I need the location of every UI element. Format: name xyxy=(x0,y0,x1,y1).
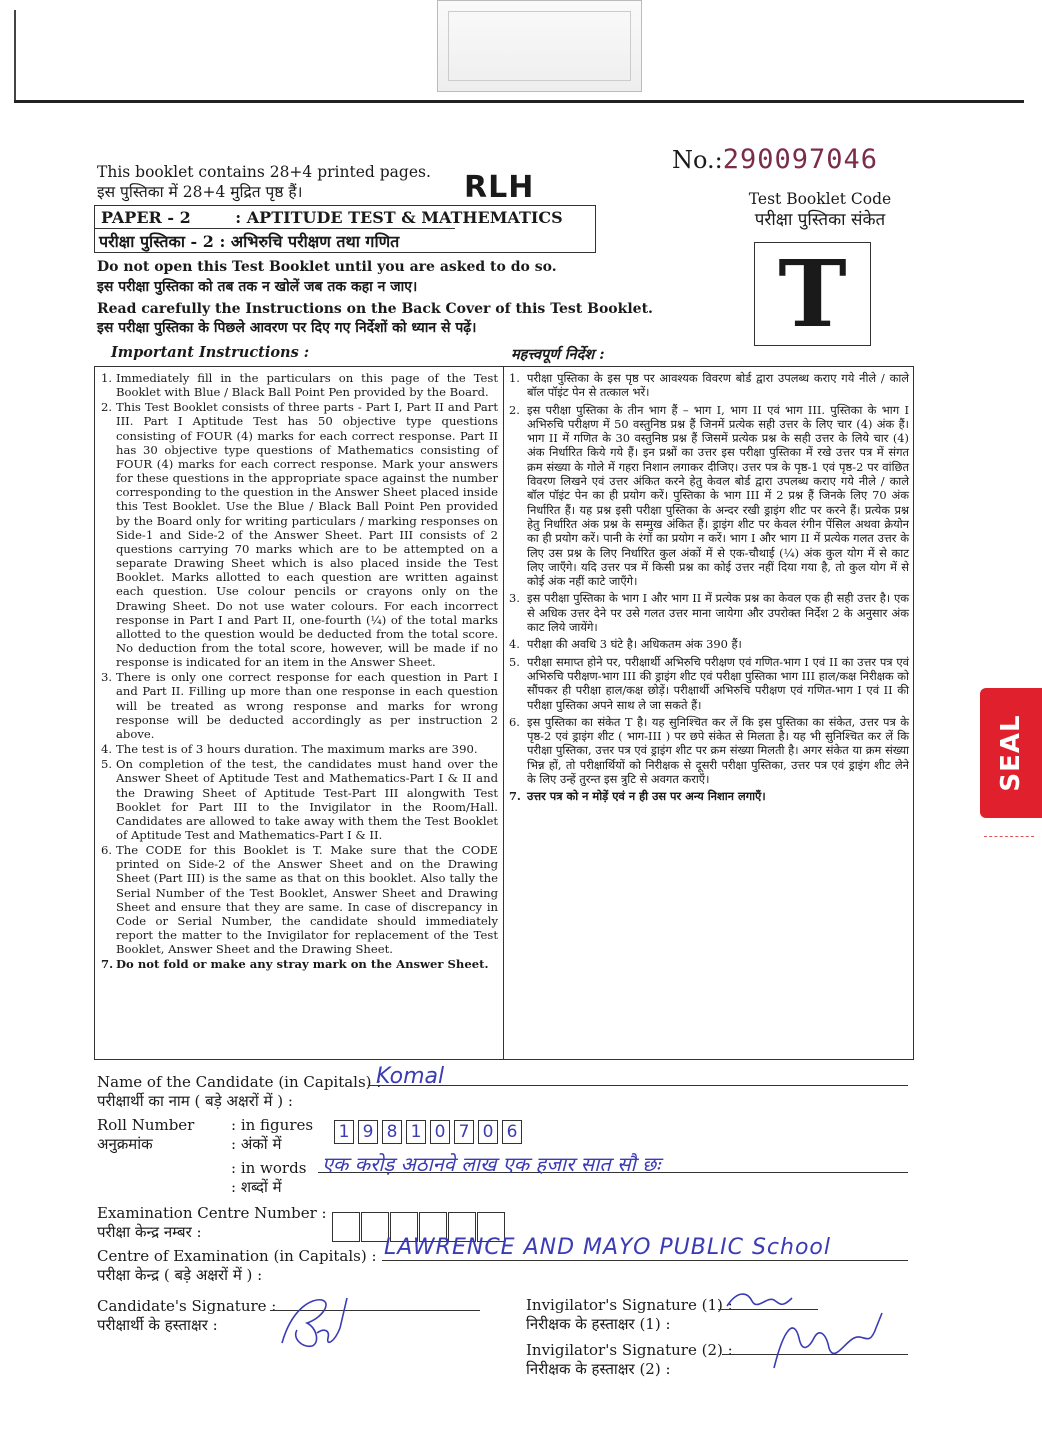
scan-edge xyxy=(14,10,16,100)
warning-open-hi: इस परीक्षा पुस्तिका को तब तक न खोलें जब तक कहा न जाए। xyxy=(97,279,418,295)
page-count: This booklet contains 28+4 printed pages. इस पुस्तिका में 28+4 मुद्रित पृष्ठ हैं। xyxy=(97,163,431,201)
roll-digit: 6 xyxy=(506,1122,518,1142)
centre-name[interactable]: LAWRENCE AND MAYO PUBLIC School xyxy=(384,1235,832,1260)
candidate-name[interactable]: Komal xyxy=(376,1064,445,1089)
roll-digit: 9 xyxy=(362,1122,374,1142)
instruction-item: 2. इस परीक्षा पुस्तिका के तीन भाग हैं – भाग I, भाग II एवं भाग III. पुस्तिका के भाग I अभिरुचि परीक्षण में 50 वस्तुनिष्ठ प्रश्न हैं जिनमें प्रत्येक सही उत्तर के लिए चार (4) अंक हैं। भाग II में गणित के 30 वस्तुनिष्ठ प्रश्न हैं जिसमें प्रत्येक प्रश्न के सही उत्तर के लिये चार (4) अंक निर्धारित किये गये हैं। इन प्रश्नों का उत्तर इस परीक्षा पुस्तिका में रखे उत्तर पत्र में संगत क्रम संख्या के गोले में गहरा निशान लगाकर दीजिए। उत्तर पत्र के पृष्ठ-1 एवं पृष्ठ-2 पर वांछित विवरण लिखने एवं उत्तर अंकित करने हेतु केवल बोर्ड द्वारा उपलब्ध कराए गये नीले / काले बॉल पॉइंट पेन का ही प्रयोग करें। पुस्तिका के भाग III में 2 प्रश्न हैं जिनके लिए 70 अंक निर्धारित हैं। यह प्रश्न इसी परीक्षा पुस्तिका के अन्दर रखी ड्राइंग शीट पर करने हैं। प्रत्येक प्रश्न हेतु निर्धारित अंक प्रश्न के सम्मुख अंकित हैं। ड्राइंग शीट पर केवल रंगीन पेंसिल अथवा क्रेयोन का ही प्रयोग करें। पानी के रंगों का प्रयोग न करें। भाग I और भाग II में प्रत्येक गलत उत्तर के लिए उस प्रश्न के लिए निर्धारित कुल अंकों में से एक-चौथाई (¼) अंक कुल योग में से काट लिए जाएँगे। यदि उत्तर पत्र में किसी प्रश्न का कोई उत्तर नहीं दिया गया है, तो कुल योग में से कोई अंक नहीं काटे जाएँगे। xyxy=(509,402,909,589)
roll-digit: 8 xyxy=(386,1122,398,1142)
paper-title-hi: परीक्षा पुस्तिका - 2 : अभिरुचि परीक्षण तथा गणित xyxy=(99,232,400,251)
instruction-item: 6. The CODE for this Booklet is T. Make sure that the CODE printed on Side-2 of the Answer Sheet and on the Drawing Sheet (Part III) is the same as that on this booklet. Also tally the Serial Number of the Test Booklet, Answer Sheet and Drawing Sheet and ensure that they are same. In case of discrepancy in Code or Serial Number, the candidate should immediately report the matter to the Invigilator for replacement of the Test Booklet, Answer Sheet and the Drawing Sheet. xyxy=(101,843,498,957)
paper-title-box xyxy=(94,205,596,253)
scan-background xyxy=(0,0,1042,118)
roll-figures-label: : in figures : अंकों में xyxy=(231,1116,314,1153)
instruction-item: 1. Immediately fill in the particulars on this page of the Test Booklet with Blue / Black Ball Point Pen provided by the Board. xyxy=(101,371,498,400)
instructions-heading-hi: महत्त्वपूर्ण निर्देश : xyxy=(511,346,605,363)
candidate-signature-label: Candidate's Signature : परीक्षार्थी के हस्ताक्षर : xyxy=(97,1297,277,1334)
booklet-code-box: T xyxy=(754,242,871,346)
warning-open-en: Do not open this Test Booklet until you are asked to do so. xyxy=(97,259,557,275)
instruction-item: 1. परीक्षा पुस्तिका के इस पृष्ठ पर आवश्यक विवरण बोर्ड द्वारा उपलब्ध कराए गये नीले / काले बॉल पॉइंट पेन से तत्काल भरें। xyxy=(509,371,909,400)
instruction-item: 7. उत्तर पत्र को न मोड़ें एवं न ही उस पर अन्य निशान लगाएँ। xyxy=(509,789,766,804)
instruction-item: 5. On completion of the test, the candidates must hand over the Answer Sheet of Aptitude Test and Mathematics-Part I & II and the Drawing Sheet of Aptitude Test-Part III alongwith Test Booklet for Part III to the Invigilator in the Room/Hall. Candidates are allowed to take away with them the Test Booklet of Aptitude Test and Mathematics-Part I & II. xyxy=(101,757,498,842)
instruction-item: 3. There is only one correct response for each question in Part I and Part II. Filling up more than one response in each question will be treated as wrong response and marks for wrong response will be deducted accordingly as per instruction 2 above. xyxy=(101,670,498,741)
invigilator-2-signature[interactable] xyxy=(764,1308,894,1378)
name-line xyxy=(368,1085,908,1086)
booklet-cover xyxy=(0,118,1042,1445)
instruction-item: 4. The test is of 3 hours duration. The maximum marks are 390. xyxy=(101,742,478,757)
divider xyxy=(95,228,455,229)
invigilator-1-label: Invigilator's Signature (1) : निरीक्षक के हस्ताक्षर (1) : xyxy=(526,1296,733,1333)
name-label: Name of the Candidate (in Capitals) : परीक्षार्थी का नाम ( बड़े अक्षरों में ) : xyxy=(97,1073,382,1110)
candidate-signature[interactable] xyxy=(262,1288,372,1358)
seal-cut-line xyxy=(984,836,1034,837)
roll-digit: 1 xyxy=(338,1122,350,1142)
centre-digit-box[interactable] xyxy=(332,1212,360,1242)
instruction-item: 5. परीक्षा समाप्त होने पर, परीक्षार्थी अभिरुचि परीक्षण एवं गणित-भाग I एवं II का उत्तर पत्र एवं अभिरुचि परीक्षण-भाग III की ड्राइंग शीट एवं परीक्षा पुस्तिका भाग III हाल/कक्ष निरीक्षक को सौंपकर ही परीक्षा हाल/कक्ष छोड़ें। परीक्षार्थी अभिरुचि परीक्षण एवं गणित-भाग I एवं II की परीक्षा पुस्तिका अपने साथ ले जा सकते हैं। xyxy=(509,654,909,712)
warning-read-hi: इस परीक्षा पुस्तिका के पिछले आवरण पर दिए गए निर्देशों को ध्यान से पढ़ें। xyxy=(97,320,477,336)
instructions-heading-en: Important Instructions : xyxy=(111,344,310,361)
booklet-code-label: Test Booklet Code परीक्षा पुस्तिका संकेत xyxy=(748,190,892,230)
instruction-item: 6. इस पुस्तिका का संकेत T है। यह सुनिश्चित कर लें कि इस पुस्तिका का संकेत, उत्तर पत्र के पृष्ठ-2 एवं ड्राइंग शीट ( भाग-III ) पर छपे संकेत से मिलता है। यह भी सुनिश्चित कर लें कि परीक्षा पुस्तिका, उत्तर पत्र एवं ड्राइंग शीट पर क्रम संख्या मिलती है। अगर संकेत या क्रम संख्या भिन्न हों, तो परीक्षार्थियों को निरीक्षक से दूसरी परीक्षा पुस्तिका, उत्तर पत्र एवं ड्राइंग शीट लेने के लिए उन्हें तुरन्त इस त्रुटि से अवगत कराएँ। xyxy=(509,714,909,787)
instruction-item: 2. This Test Booklet consists of three parts - Part I, Part II and Part III. Part I Aptitude Test has 50 objective type questions consisting of FOUR (4) marks for each correct response. Part II has 30 objective type questions of Mathematics consisting of FOUR (4) marks for each correct response. Mark your answers for these questions in the appropriate space against the number corresponding to the question in the Answer Sheet placed inside this Test Booklet. Use the Blue / Black Ball Point Pen provided by the Board only for writing particulars / marking responses on Side-1 and Side-2 of the Answer Sheet. Part III consists of 2 questions carrying 70 marks which are to be attempted on a separate Drawing Sheet which is also placed inside the Test Booklet. Marks allotted to each question are written against each question. Use colour pencils or crayons only on the Drawing Sheet. Do not use water colours. For each incorrect response in Part I and Part II, one-fourth (¼) of the total marks allotted to the question would be deducted from the total score. No deduction from the total score, however, will be made if no response is indicated for an item in the Answer Sheet. xyxy=(101,400,498,670)
paper-title-en: PAPER - 2 : APTITUDE TEST & MATHEMATICS xyxy=(101,208,563,227)
instructions-hindi xyxy=(509,371,909,807)
column-divider xyxy=(503,367,504,1059)
instruction-item: 3. इस परीक्षा पुस्तिका के भाग I और भाग II में प्रत्येक प्रश्न का केवल एक ही सही उत्तर है। एक से अधिक उत्तर देने पर उसे गलत उत्तर माना जायेगा और उपरोक्त निर्देश 2 के अनुसार अंक काट लिये जायेंगे। xyxy=(509,591,909,635)
instructions-english xyxy=(101,371,498,973)
binder-clip xyxy=(437,0,642,92)
centre-number-label: Examination Centre Number : परीक्षा केन्द्र नम्बर : xyxy=(97,1204,327,1241)
roll-digit: 0 xyxy=(482,1122,494,1142)
seal-tab: SEAL xyxy=(980,688,1042,818)
serial-number: No.:290097046 xyxy=(672,144,879,175)
scan-divider xyxy=(14,100,1024,103)
roll-label: Roll Number अनुक्रमांक xyxy=(97,1116,195,1153)
roll-number-words[interactable]: एक करोड़ अठानवे लाख एक हजार सात सौ छः xyxy=(322,1152,661,1176)
warning-read-en: Read carefully the Instructions on the Back Cover of this Test Booklet. xyxy=(97,301,653,317)
set-code: RLH xyxy=(464,170,535,205)
centre-label: Centre of Examination (in Capitals) : परीक्षा केन्द्र ( बड़े अक्षरों में ) : xyxy=(97,1247,377,1284)
centre-line xyxy=(382,1260,908,1261)
roll-digit: 1 xyxy=(410,1122,422,1142)
invigilator-2-label: Invigilator's Signature (2) : निरीक्षक के हस्ताक्षर (2) : xyxy=(526,1341,733,1378)
roll-digit: 0 xyxy=(434,1122,446,1142)
instruction-item: 4. परीक्षा की अवधि 3 घंटे है। अधिकतम अंक 390 हैं। xyxy=(509,637,742,652)
roll-words-label: : in words : शब्दों में xyxy=(231,1159,307,1196)
instruction-item: 7. Do not fold or make any stray mark on the Answer Sheet. xyxy=(101,957,489,972)
roll-digit: 7 xyxy=(458,1122,470,1142)
instructions-box xyxy=(94,366,914,1060)
